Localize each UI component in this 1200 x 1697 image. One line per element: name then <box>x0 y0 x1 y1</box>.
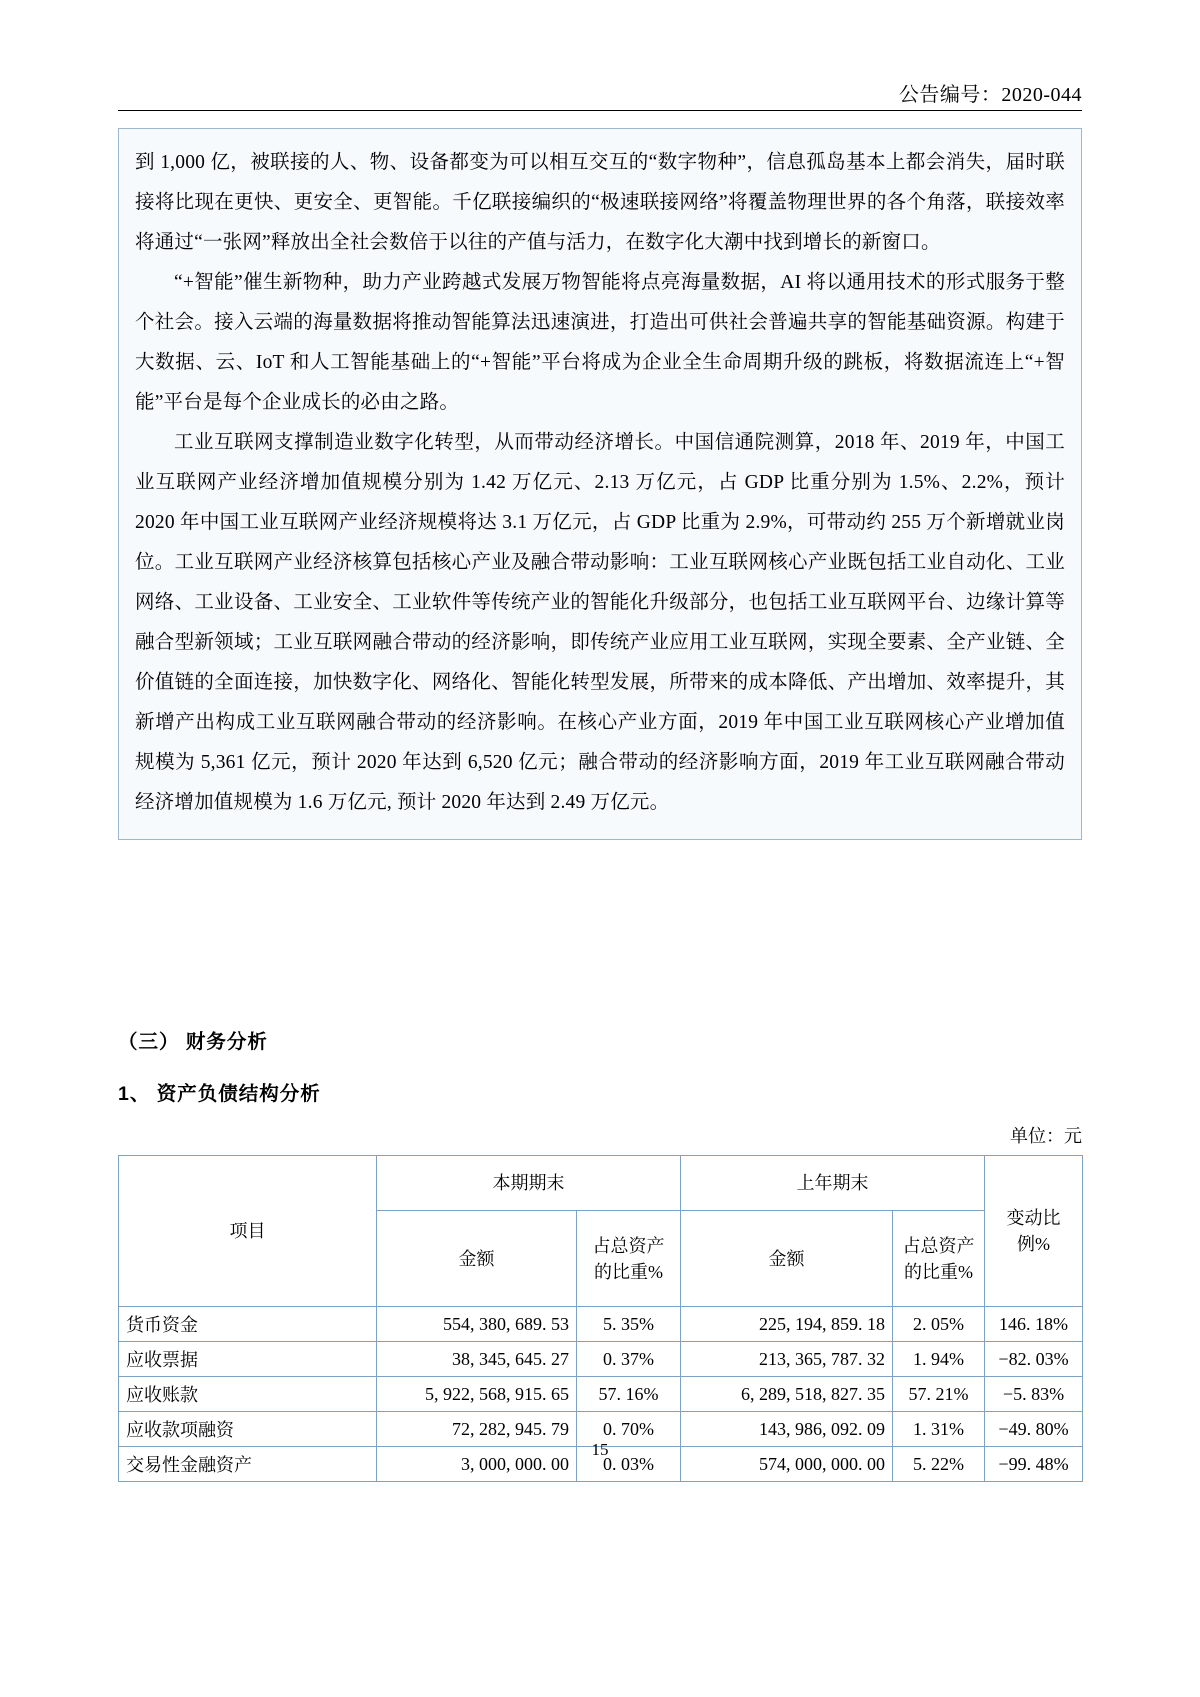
table-header-row-1 <box>119 1156 1083 1211</box>
cell-ratio-current: 5. 35% <box>577 1307 681 1342</box>
cell-amount-current: 38, 345, 645. 27 <box>377 1342 577 1377</box>
cell-change: −49. 80% <box>985 1412 1083 1447</box>
th-item: 项目 <box>119 1156 377 1307</box>
cell-item-name: 应收款项融资 <box>119 1412 377 1447</box>
cell-amount-previous: 6, 289, 518, 827. 35 <box>681 1377 893 1412</box>
cell-ratio-previous: 57. 21% <box>893 1377 985 1412</box>
table-header <box>119 1156 1083 1307</box>
cell-amount-current: 3, 000, 000. 00 <box>377 1447 577 1482</box>
cell-item-name: 应收账款 <box>119 1377 377 1412</box>
th-ratio-current: 占总资产的比重% <box>577 1211 681 1307</box>
highlighted-text-block <box>118 128 1082 840</box>
paragraph-1: 到 1,000 亿，被联接的人、物、设备都变为可以相互交互的“数字物种”，信息孤岛基本上都会消失，届时联接将比现在更快、更安全、更智能。千亿联接编织的“极速联接网络”将覆盖物理世界的各个角落，联接效率将通过“一张网”释放出全社会数倍于以往的产值与活力，在数字化大潮中找到增长的新窗口。 <box>135 152 1065 253</box>
cell-ratio-current: 0. 70% <box>577 1412 681 1447</box>
cell-amount-previous: 574, 000, 000. 00 <box>681 1447 893 1482</box>
cell-ratio-previous: 1. 94% <box>893 1342 985 1377</box>
section-heading-asset-liability-structure: 1、 资产负债结构分析 <box>118 1083 321 1105</box>
th-previous-period: 上年期末 <box>681 1156 985 1211</box>
cell-change: 146. 18% <box>985 1307 1083 1342</box>
cell-amount-current: 72, 282, 945. 79 <box>377 1412 577 1447</box>
cell-ratio-previous: 5. 22% <box>893 1447 985 1482</box>
paragraph-2: “+智能”催生新物种，助力产业跨越式发展万物智能将点亮海量数据，AI 将以通用技术的形式服务于整个社会。接入云端的海量数据将推动智能算法迅速演进，打造出可供社会普遍共享的智能基础资源。构建于大数据、云、IoT 和人工智能基础上的“+智能”平台将成为企业全生命周期升级的跳板，将数据流连上“+智能”平台是每个企业成长的必由之路。 <box>135 272 1065 413</box>
table-row <box>119 1342 1083 1377</box>
th-amount-previous: 金额 <box>681 1211 893 1307</box>
cell-item-name: 货币资金 <box>119 1307 377 1342</box>
cell-amount-previous: 143, 986, 092. 09 <box>681 1412 893 1447</box>
cell-amount-previous: 225, 194, 859. 18 <box>681 1307 893 1342</box>
cell-change: −82. 03% <box>985 1342 1083 1377</box>
cell-amount-previous: 213, 365, 787. 32 <box>681 1342 893 1377</box>
table-unit-label: 单位：元 <box>1010 1126 1082 1146</box>
cell-change: −99. 48% <box>985 1447 1083 1482</box>
cell-amount-current: 5, 922, 568, 915. 65 <box>377 1377 577 1412</box>
th-ratio-previous: 占总资产的比重% <box>893 1211 985 1307</box>
cell-item-name: 应收票据 <box>119 1342 377 1377</box>
th-amount-current: 金额 <box>377 1211 577 1307</box>
cell-change: −5. 83% <box>985 1377 1083 1412</box>
section-heading-financial-analysis: （三） 财务分析 <box>118 1031 268 1053</box>
cell-amount-current: 554, 380, 689. 53 <box>377 1307 577 1342</box>
header-divider <box>118 110 1082 111</box>
announcement-number: 公告编号：2020-044 <box>898 84 1082 106</box>
table-row <box>119 1307 1083 1342</box>
cell-item-name: 交易性金融资产 <box>119 1447 377 1482</box>
financial-table-container <box>118 1155 1082 1482</box>
asset-structure-table <box>118 1155 1083 1482</box>
th-current-period: 本期期末 <box>377 1156 681 1211</box>
cell-ratio-previous: 2. 05% <box>893 1307 985 1342</box>
cell-ratio-current: 0. 03% <box>577 1447 681 1482</box>
page-number: 15 <box>591 1440 609 1459</box>
table-row <box>119 1377 1083 1412</box>
th-change-ratio: 变动比例% <box>985 1156 1083 1307</box>
paragraph-3: 工业互联网支撑制造业数字化转型，从而带动经济增长。中国信通院测算，2018 年、2019 年，中国工业互联网产业经济增加值规模分别为 1.42 万亿元、2.13 万亿元，占 GDP 比重分别为 1.5%、2.2%，预计 2020 年中国工业互联网产业经济规模将达 3.1 万亿元，占 GDP 比重为 2.9%，可带动约 255 万个新增就业岗位。工业互联网产业经济核算包括核心产业及融合带动影响：工业互联网核心产业既包括工业自动化、工业网络、工业设备、工业安全、工业软件等传统产业的智能化升级部分，也包括工业互联网平台、边缘计算等融合型新领域；工业互联网融合带动的经济影响，即传统产业应用工业互联网，实现全要素、全产业链、全价值链的全面连接，加快数字化、网络化、智能化转型发展，所带来的成本降低、产出增加、效率提升，其新增产出构成工业互联网融合带动的经济影响。在核心产业方面，2019 年中国工业互联网核心产业增加值规模为 5,361 亿元，预计 2020 年达到 6,520 亿元；融合带动的经济影响方面，2019 年工业互联网融合带动经济增加值规模为 1.6 万亿元, 预计 2020 年达到 2.49 万亿元。 <box>135 432 1065 813</box>
cell-ratio-previous: 1. 31% <box>893 1412 985 1447</box>
cell-ratio-current: 0. 37% <box>577 1342 681 1377</box>
cell-ratio-current: 57. 16% <box>577 1377 681 1412</box>
